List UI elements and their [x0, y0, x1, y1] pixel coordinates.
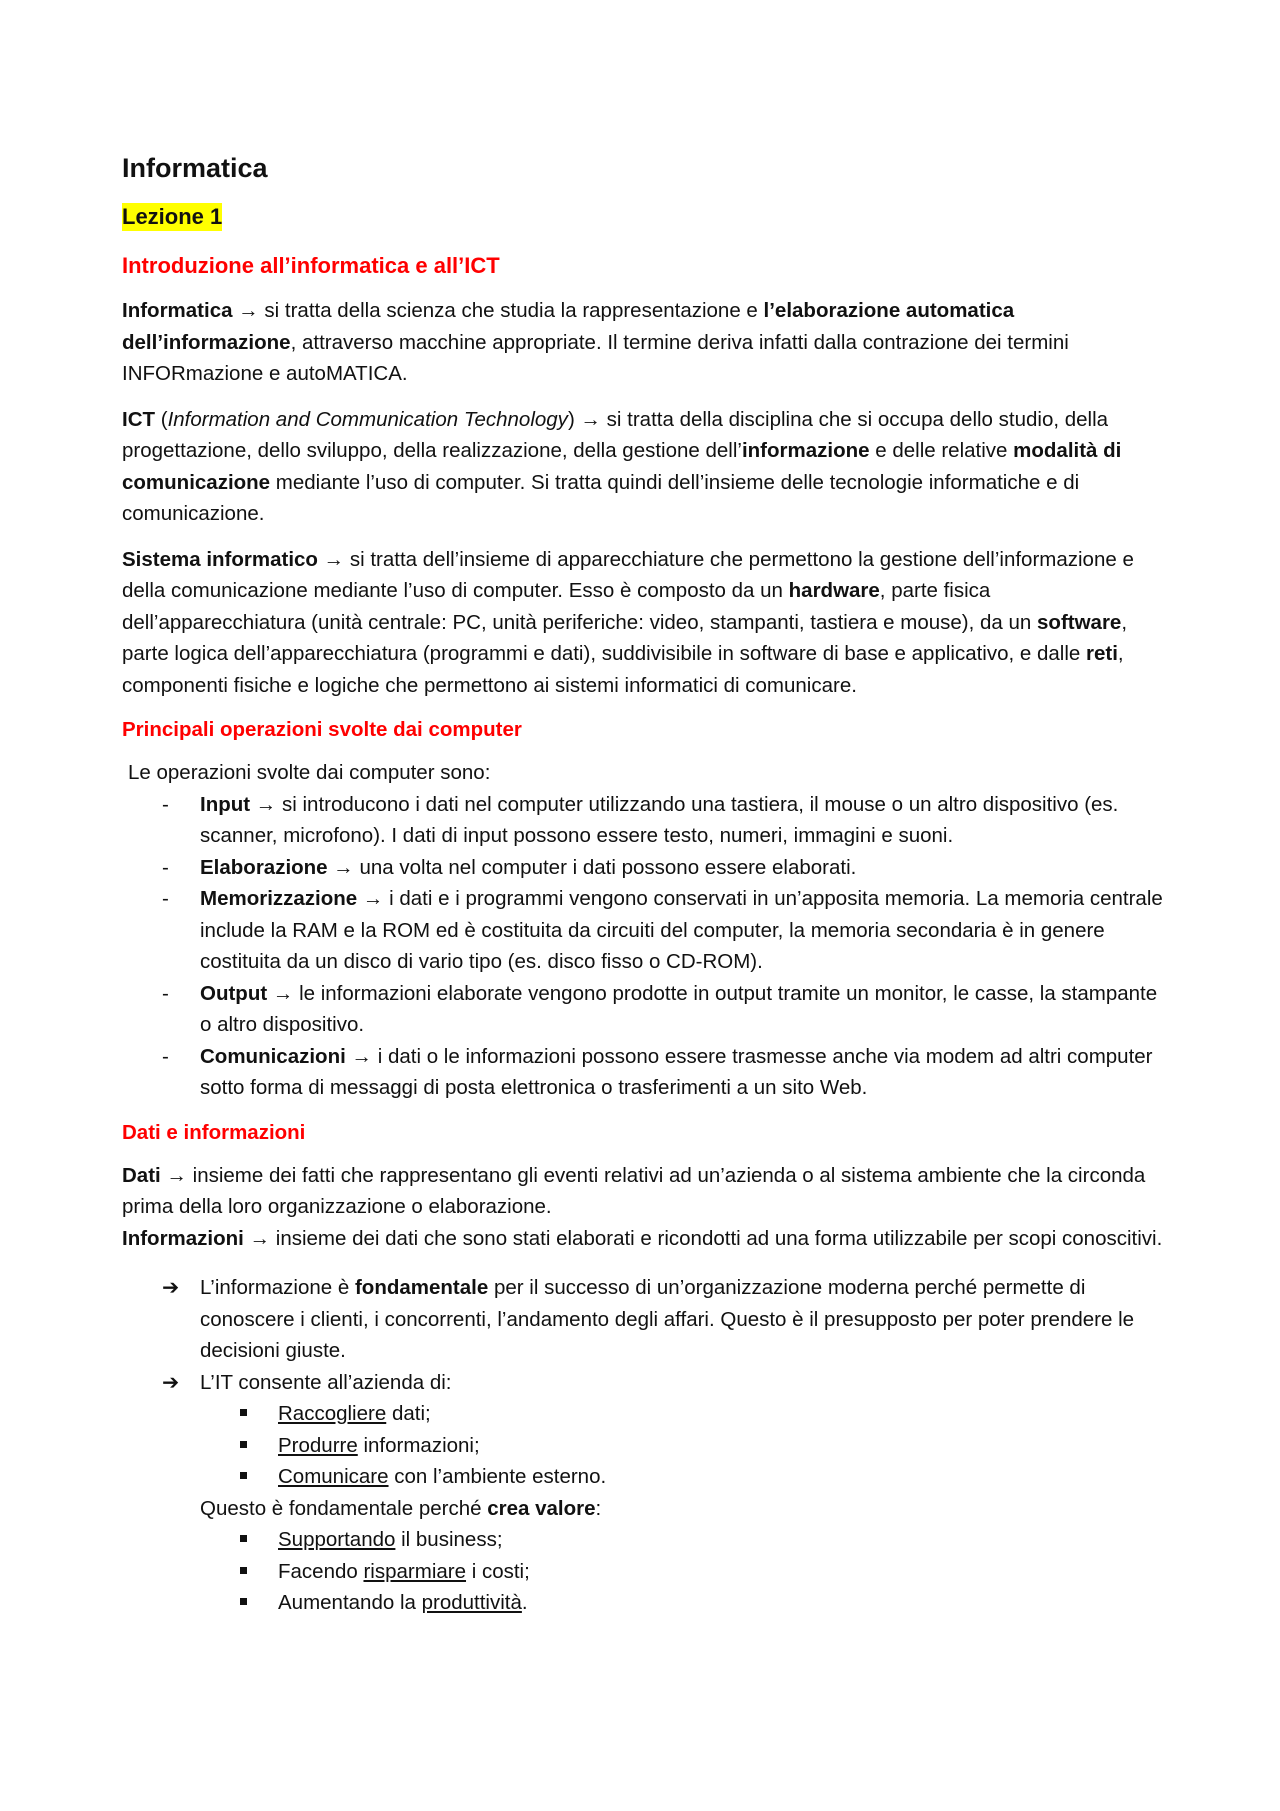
list-item: Produrre informazioni;	[200, 1430, 1167, 1462]
paragraph-informazioni: Informazioni → insieme dei dati che sono stati elaborati e ricondotti ad una forma utilizzabile per scopi conoscitivi.	[122, 1226, 1163, 1250]
section-heading-intro: Introduzione all’informatica e all’ICT	[122, 253, 500, 278]
paragraph-sistema-informatico: Sistema informatico → si tratta dell’insieme di apparecchiature che permettono la gestione dell’informazione e della comunicazione mediante l’uso di computer. Esso è composto da un hardware, parte fisica dell’apparecchiatura (unità centrale: PC, unità periferiche: video, stampanti, tastiera e mouse), da un software, parte logica dell’apparecchiatura (programmi e dati), suddivisibile in software di base e applicativo, e dalle reti, componenti fisiche e logiche che permettono ai sistemi informatici di comunicare.	[122, 547, 1134, 697]
document-title: Informatica	[122, 153, 268, 183]
term-informatica: Informatica	[122, 299, 233, 322]
arrow-icon: →	[333, 855, 354, 879]
document-page	[122, 150, 1167, 1619]
paragraph-ict: ICT (Information and Communication Technology) → si tratta della disciplina che si occupa dello studio, della progettazione, dello sviluppo, della realizzazione, della gestione dell’informazione e delle relative modalità di comunicazione mediante l’uso di computer. Si tratta quindi dell’insieme delle tecnologie informatiche e di comunicazione.	[122, 407, 1122, 525]
list-item: - Output → le informazioni elaborate vengono prodotte in output tramite un monitor, le casse, la stampante o altro dispositivo.	[122, 978, 1167, 1041]
it-capabilities	[122, 1398, 1167, 1619]
list-item: Supportando il business;	[200, 1524, 1167, 1556]
list-item: Comunicare con l’ambiente esterno.	[200, 1461, 1167, 1493]
arrow-icon: →	[272, 981, 294, 1005]
section-heading-data: Dati e informazioni	[122, 1120, 306, 1144]
list-item: Raccogliere dati;	[200, 1398, 1167, 1430]
arrow-icon: →	[255, 792, 277, 816]
list-item: ➔ L’informazione è fondamentale per il successo di un’organizzazione moderna perché permette di conoscere i clienti, i concorrenti, l’andamento degli affari. Questo è il presupposto per poter prendere le decisioni giuste.	[122, 1272, 1167, 1367]
operations-intro: Le operazioni svolte dai computer sono:	[128, 761, 491, 784]
term-ict: ICT	[122, 407, 156, 431]
key-points-list	[122, 1272, 1167, 1398]
section-heading-operations: Principali operazioni svolte dai computer	[122, 718, 522, 741]
lesson-label: Lezione 1	[122, 204, 223, 229]
value-list	[200, 1524, 1167, 1619]
arrow-icon: →	[249, 1226, 271, 1250]
arrow-icon: →	[351, 1044, 372, 1068]
arrow-icon: →	[362, 887, 384, 910]
list-item: - Comunicazioni → i dati o le informazioni possono essere trasmesse anche via modem ad altri computer sotto forma di messaggi di posta elettronica o trasferimenti a un sito Web.	[122, 1041, 1167, 1104]
paragraph-informatica: Informatica → si tratta della scienza che studia la rappresentazione e l’elaborazione automatica dell’informazione, attraverso macchine appropriate. Il termine deriva infatti dalla contrazione dei termini INFORmazione e autoMATICA.	[122, 299, 1069, 385]
arrow-icon: →	[323, 547, 345, 571]
list-item: Aumentando la produttività.	[200, 1587, 1167, 1619]
arrow-bullet-icon: ➔	[162, 1370, 180, 1394]
list-item: Facendo risparmiare i costi;	[200, 1556, 1167, 1588]
paragraph-dati: Dati → insieme dei fatti che rappresentano gli eventi relativi ad un’azienda o al sistema ambiente che la circonda prima della loro organizzazione o elaborazione.	[122, 1163, 1146, 1218]
list-item: ➔ L’IT consente all’azienda di:	[122, 1367, 1167, 1399]
term-sistema-informatico: Sistema informatico	[122, 547, 318, 571]
list-item: - Memorizzazione → i dati e i programmi vengono conservati in un’apposita memoria. La memoria centrale include la RAM e la ROM ed è costituita da circuiti del computer, la memoria secondaria è in genere costituita da un disco di vario tipo (es. disco fisso o CD-ROM).	[122, 883, 1167, 978]
it-capabilities-list	[200, 1398, 1167, 1493]
arrow-icon: →	[580, 407, 601, 431]
list-item: - Input → si introducono i dati nel computer utilizzando una tastiera, il mouse o un altro dispositivo (es. scanner, microfono). I dati di input possono essere testo, numeri, immagini e suoni.	[122, 789, 1167, 852]
arrow-icon: →	[166, 1163, 187, 1187]
operations-list	[122, 789, 1167, 1104]
value-statement: Questo è fondamentale perché crea valore:	[200, 1496, 602, 1520]
arrow-icon: →	[238, 299, 259, 322]
list-item: - Elaborazione → una volta nel computer i dati possono essere elaborati.	[122, 852, 1167, 884]
arrow-bullet-icon: ➔	[162, 1276, 180, 1299]
